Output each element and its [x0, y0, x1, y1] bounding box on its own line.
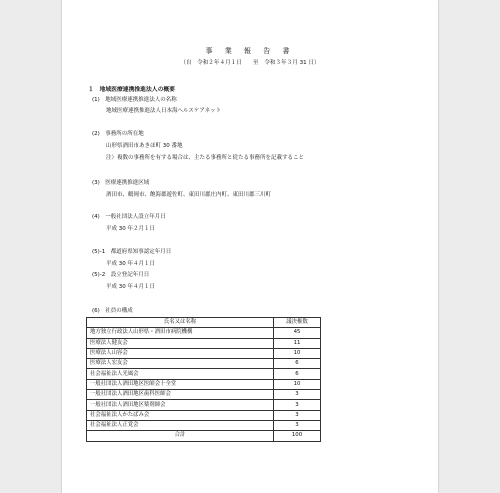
header-votes: 議決権数	[274, 318, 321, 328]
header-name: 氏名又は名称	[87, 318, 274, 328]
item-5-2-value: 平成 30 年４月１日	[106, 284, 155, 290]
member-votes: 6	[274, 369, 321, 379]
item-2-label: (2) 事務所の所在地	[92, 131, 144, 137]
member-votes: 3	[274, 400, 321, 410]
table-row	[87, 420, 321, 430]
item-2-note: 注）複数の事務所を有する場合は、主たる事務所と従たる事務所を記載すること	[106, 155, 305, 161]
total-label: 合計	[87, 431, 274, 441]
member-name: 医療法人宏友会	[87, 359, 274, 369]
table-row	[87, 369, 321, 379]
member-votes: 45	[274, 328, 321, 338]
item-2-value: 山形県酒田市あきほ町 30 番地	[106, 143, 183, 149]
member-name: 一般社団法人酒田地区医師会十全堂	[87, 379, 274, 389]
members-table	[86, 317, 321, 442]
table-total-row	[87, 431, 321, 441]
item-5-1-value: 平成 30 年４月１日	[106, 261, 155, 267]
total-votes: 100	[274, 431, 321, 441]
item-4-value: 平成 30 年２月１日	[106, 226, 155, 232]
table-row	[87, 359, 321, 369]
member-name: 社会福祉法人かたばみ会	[87, 410, 274, 420]
table-row	[87, 410, 321, 420]
table-row	[87, 338, 321, 348]
member-name: 一般社団法人酒田地区歯科医師会	[87, 390, 274, 400]
member-name: 社会福祉法人光風会	[87, 369, 274, 379]
reporting-period: （自 令和２年４月１日 至 令和３年３月 31 日）	[180, 60, 320, 66]
member-votes: 3	[274, 390, 321, 400]
member-votes: 10	[274, 379, 321, 389]
section-1-heading: １ 地域医療連携推進法人の概要	[88, 87, 175, 93]
members-table-header	[87, 318, 321, 328]
table-row	[87, 400, 321, 410]
document-title: 事 業 報 告 書	[205, 47, 295, 55]
table-row	[87, 379, 321, 389]
member-votes: 11	[274, 338, 321, 348]
item-3-value: 酒田市、鶴岡市、飽海郡遊佐町、東田川郡庄内町、東田川郡三川町	[106, 192, 272, 198]
member-votes: 3	[274, 410, 321, 420]
item-1-label: (1) 地域医療連携推進法人の名称	[92, 97, 177, 103]
member-votes: 10	[274, 348, 321, 358]
member-name: 地方独立行政法人山形県・酒田市病院機構	[87, 328, 274, 338]
member-votes: 3	[274, 420, 321, 430]
item-5-1-label: (5)-1 都道府県知事認定年月日	[92, 249, 172, 255]
item-3-label: (3) 医療連携推進区域	[92, 180, 150, 186]
table-row	[87, 328, 321, 338]
item-5-2-label: (5)-2 設立登記年月日	[92, 272, 150, 278]
table-row	[87, 348, 321, 358]
item-1-value: 地域医療連携推進法人日本海ヘルスケアネット	[106, 108, 222, 114]
member-name: 医療法人健友会	[87, 338, 274, 348]
item-6-label: (6) 社員の構成	[92, 308, 133, 314]
member-name: 一般社団法人酒田地区薬剤師会	[87, 400, 274, 410]
table-row	[87, 390, 321, 400]
member-name: 社会福祉法人正覚会	[87, 420, 274, 430]
item-4-label: (4) 一般社団法人設立年月日	[92, 214, 166, 220]
member-name: 医療法人山容会	[87, 348, 274, 358]
document-page	[62, 0, 438, 493]
member-votes: 6	[274, 359, 321, 369]
